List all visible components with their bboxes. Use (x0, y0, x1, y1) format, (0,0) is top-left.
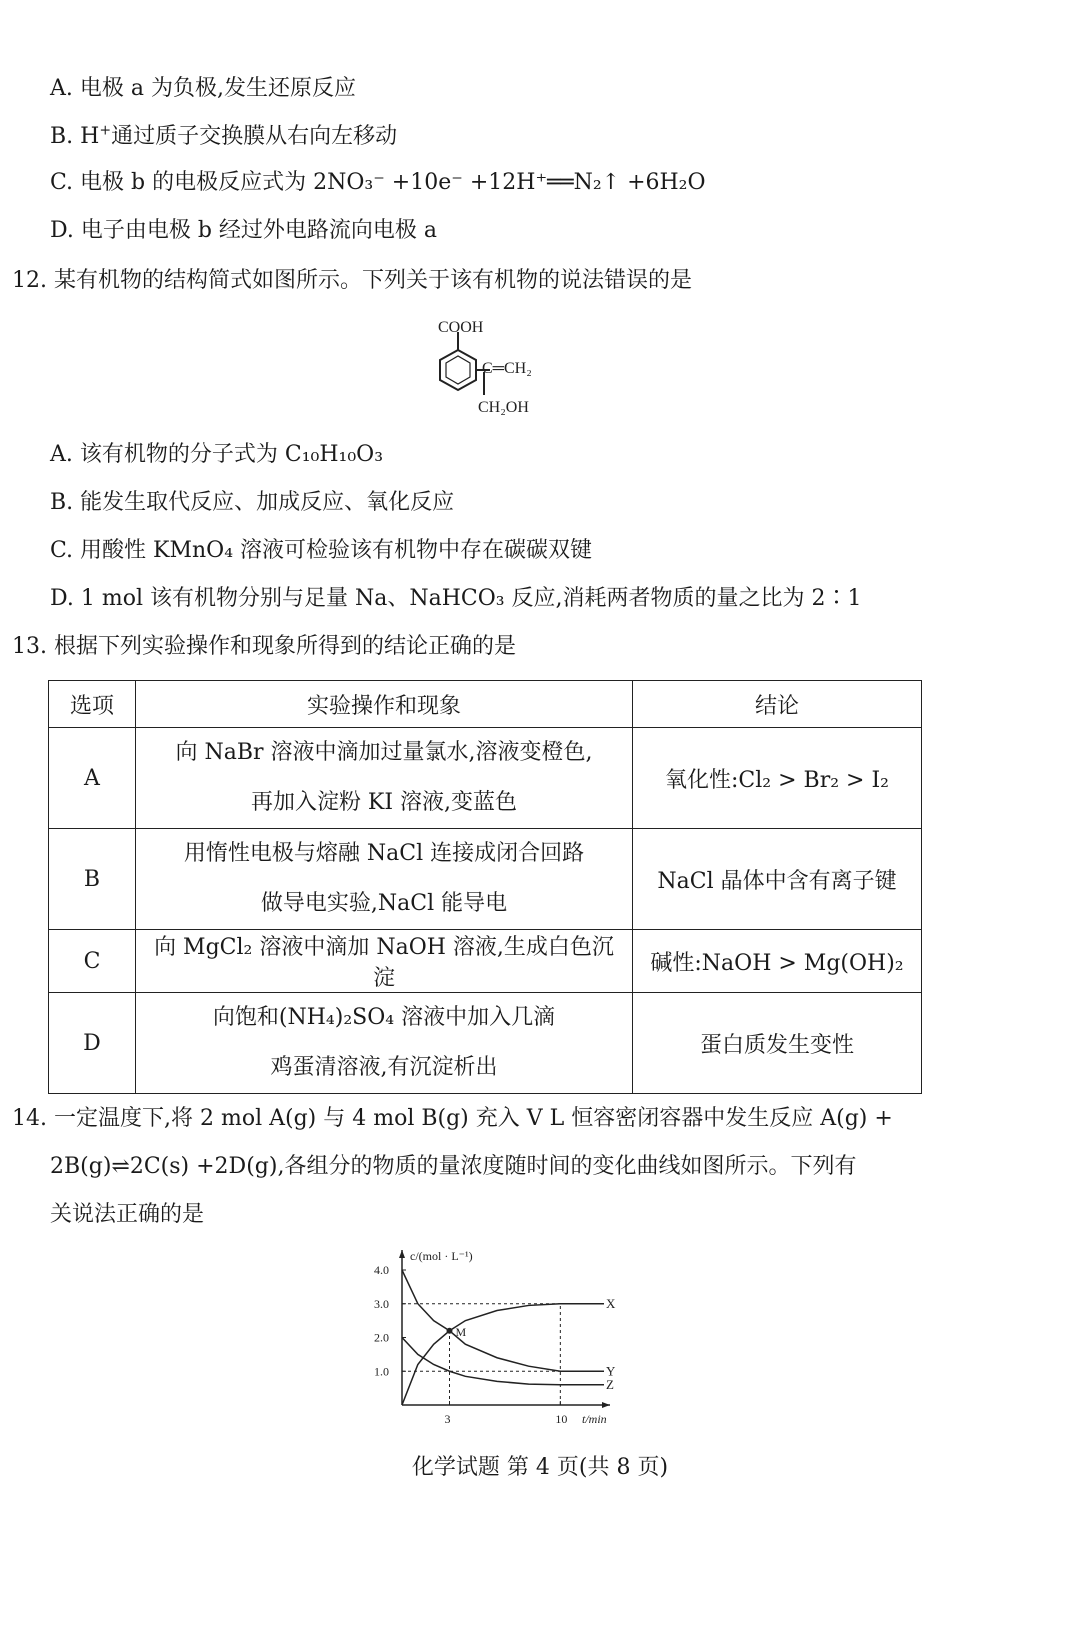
row-operation (136, 829, 633, 930)
point-m-label: M (455, 1324, 467, 1339)
q11-option-b-sup: + (99, 122, 112, 139)
row-option: A (49, 728, 136, 829)
experiment-table (48, 680, 922, 1094)
row-conclusion: 碱性:NaOH > Mg(OH)₂ (633, 930, 922, 993)
series-label-x: X (606, 1295, 616, 1311)
series-label-y: Y (606, 1363, 616, 1379)
q12-option-c: C. 用酸性 KMnO₄ 溶液可检验该有机物中存在碳碳双键 (50, 538, 593, 563)
series-line-y (402, 1270, 592, 1371)
operation-line: 做导电实验,NaCl 能导电 (260, 891, 508, 916)
x-tick-label: 10 (555, 1412, 568, 1426)
x-axis-arrow (602, 1402, 610, 1408)
row-conclusion: 蛋白质发生变性 (633, 993, 922, 1094)
table-row (49, 829, 922, 930)
q11-option-c: C. 电极 b 的电极反应式为 2NO₃⁻ +10e⁻ +12H⁺══N₂↑ +6H₂O (50, 170, 706, 195)
y-tick-label: 2.0 (374, 1330, 389, 1345)
row-operation (136, 728, 633, 829)
benzene-inner-ring (446, 356, 470, 384)
operation-line: 用惰性电极与熔融 NaCl 连接成闭合回路 (183, 841, 585, 866)
row-operation: 向 MgCl₂ 溶液中滴加 NaOH 溶液,生成白色沉淀 (136, 930, 633, 993)
q11-option-b-prefix: B. H (50, 124, 100, 149)
ch2oh-label: CH₂OH (478, 399, 529, 416)
table-row (49, 993, 922, 1094)
q14-line-2: 2B(g)⇌2C(s) +2D(g),各组分的物质的量浓度随时间的变化曲线如图所示。下列有 (50, 1154, 857, 1179)
q14-line-3: 关说法正确的是 (50, 1202, 205, 1227)
table-row (49, 728, 922, 829)
vinyl-label: C═CH₂ (482, 360, 532, 377)
series-label-z: Z (606, 1376, 614, 1392)
q11-option-d: D. 电子由电极 b 经过外电路流向电极 a (50, 218, 438, 243)
q11-option-b (50, 122, 397, 152)
series-line-z (402, 1338, 592, 1385)
table-header-row (49, 681, 922, 728)
y-tick-label: 3.0 (374, 1296, 389, 1311)
q11-option-a: A. 电极 a 为负极,发生还原反应 (50, 76, 356, 101)
operation-line: 再加入淀粉 KI 溶液,变蓝色 (250, 790, 518, 815)
point-m (447, 1328, 453, 1334)
q13-stem: 13. 根据下列实验操作和现象所得到的结论正确的是 (12, 634, 516, 659)
operation-line: 向饱和(NH₄)₂SO₄ 溶液中加入几滴 (212, 1005, 556, 1030)
q12-stem: 12. 某有机物的结构简式如图所示。下列关于该有机物的说法错误的是 (12, 268, 692, 293)
row-conclusion: 氧化性:Cl₂ > Br₂ > I₂ (633, 728, 922, 829)
row-option: B (49, 829, 136, 930)
q11-option-b-text: 通过质子交换膜从右向左移动 (111, 124, 398, 149)
y-tick-label: 1.0 (374, 1364, 389, 1379)
y-axis-label: c/(mol · L⁻¹) (410, 1249, 473, 1263)
q12-option-a: A. 该有机物的分子式为 C₁₀H₁₀O₃ (50, 442, 384, 467)
operation-line: 向 NaBr 溶液中滴加过量氯水,溶液变橙色, (175, 740, 593, 765)
cooh-label: COOH (438, 319, 484, 336)
y-tick-label: 4.0 (374, 1263, 389, 1277)
operation-line: 鸡蛋清溶液,有沉淀析出 (270, 1055, 498, 1080)
row-operation (136, 993, 633, 1094)
header-conclusion: 结论 (633, 681, 922, 728)
page-footer: 化学试题 第 4 页(共 8 页) (411, 1455, 669, 1480)
header-option: 选项 (49, 681, 136, 728)
row-conclusion: NaCl 晶体中含有离子键 (633, 829, 922, 930)
x-tick-label: 3 (444, 1412, 451, 1426)
q12-option-b: B. 能发生取代反应、加成反应、氧化反应 (50, 490, 455, 515)
q12-option-d: D. 1 mol 该有机物分别与足量 Na、NaHCO₃ 反应,消耗两者物质的量之比为 2∶1 (50, 586, 862, 611)
row-option: D (49, 993, 136, 1094)
series-line-x (402, 1304, 592, 1405)
x-axis-label: t/min (582, 1412, 607, 1426)
concentration-chart (360, 1240, 620, 1430)
q14-line-1: 14. 一定温度下,将 2 mol A(g) 与 4 mol B(g) 充入 V L 恒容密闭容器中发生反应 A(g) + (12, 1106, 893, 1131)
structural-formula (410, 310, 610, 430)
table-row (49, 930, 922, 993)
y-axis-arrow (399, 1250, 405, 1258)
row-option: C (49, 930, 136, 993)
header-operation: 实验操作和现象 (136, 681, 633, 728)
